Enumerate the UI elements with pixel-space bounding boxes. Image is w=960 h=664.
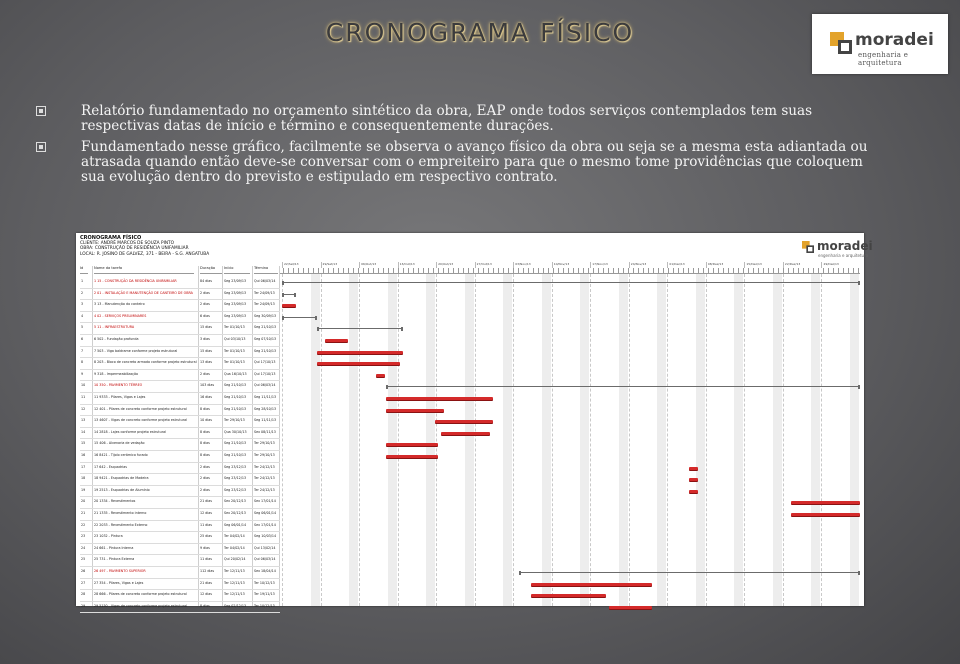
row-end: Ter 10/12/13 <box>254 580 275 585</box>
table-row-divider <box>80 531 280 532</box>
weekend-shade <box>388 274 397 606</box>
weekend-shade <box>580 274 589 606</box>
table-row-divider <box>80 485 280 486</box>
row-duration: 2 dias <box>200 290 210 295</box>
row-end: Seg 30/09/13 <box>254 313 277 318</box>
timescale-week: 17/Nov/13 <box>590 262 629 268</box>
gantt-header-location: LOCAL: R. JOSINO DE GALVEZ, 371 - BEIRA - S.G. ANGATUBA <box>80 251 210 257</box>
row-id: 13 <box>81 418 86 423</box>
row-end: Ter 10/12/13 <box>254 603 275 608</box>
gantt-logo-tagline: engenharia e arquitetura <box>818 253 869 258</box>
row-duration: 15 dias <box>200 325 212 330</box>
row-duration: 2 dias <box>200 302 210 307</box>
row-start: Seg 23/09/13 <box>224 313 247 318</box>
week-gridline <box>783 274 784 606</box>
row-start: Ter 04/02/14 <box>224 545 245 550</box>
row-start: Seg 21/10/13 <box>224 453 247 457</box>
gantt-header <box>80 236 209 257</box>
weekend-shade <box>426 274 435 606</box>
row-id: 22 <box>81 522 86 527</box>
table-row-divider <box>80 462 280 463</box>
task-bar[interactable] <box>386 455 438 458</box>
summary-bar[interactable] <box>317 328 404 329</box>
logo-name: moradei <box>855 30 934 50</box>
row-end: Seg 07/10/13 <box>254 337 277 341</box>
table-row-divider <box>80 322 280 323</box>
table-row-divider <box>80 508 280 509</box>
table-row-divider <box>80 578 280 579</box>
row-duration: 2 dias <box>200 487 210 492</box>
task-bar[interactable] <box>531 583 652 586</box>
row-task-name: 24 661 - Pintura Interna <box>94 545 134 550</box>
row-duration: 11 dias <box>200 557 212 562</box>
row-start: Seg 23/12/13 <box>224 476 247 481</box>
table-row-divider <box>80 415 280 416</box>
row-start: Ter 29/10/13 <box>224 418 245 423</box>
gantt-chart <box>76 233 873 608</box>
summary-bar[interactable] <box>282 294 296 295</box>
row-end: Qui 13/02/14 <box>254 545 276 550</box>
row-id: 23 <box>81 534 86 539</box>
col-head-name: Nome da tarefa <box>94 266 194 274</box>
timescale-week: 03/Nov/13 <box>513 262 552 268</box>
row-end: Sex 17/01/14 <box>254 499 276 504</box>
row-end: Seg 21/10/13 <box>254 348 277 353</box>
row-duration: 12 dias <box>200 592 212 597</box>
col-head-duration: Duração <box>200 266 222 274</box>
week-gridline <box>667 274 668 606</box>
timescale-week: 06/Out/13 <box>359 262 398 268</box>
row-start: Seg 21/10/13 <box>224 395 247 399</box>
row-id: 29 <box>81 603 86 608</box>
weekend-shade <box>542 274 551 606</box>
row-end: Qui 06/03/14 <box>254 279 276 283</box>
row-id: 15 <box>81 441 86 446</box>
bullet-item <box>36 140 886 185</box>
task-bar[interactable] <box>317 362 401 365</box>
row-end: Seg 10/03/14 <box>254 534 277 539</box>
week-gridline <box>513 274 514 606</box>
gantt-header-title: CRONOGRAMA FÍSICO <box>80 235 142 241</box>
timescale-week: 29/Dez/13 <box>821 262 860 268</box>
task-bar[interactable] <box>689 478 698 481</box>
week-gridline <box>821 274 822 606</box>
row-id: 12 <box>81 406 86 411</box>
table-row-divider <box>80 334 280 335</box>
week-gridline <box>744 274 745 606</box>
timescale-week: 22/Dez/13 <box>783 262 822 268</box>
weekend-shade <box>619 274 628 606</box>
row-task-name: 10 350 - PAVIMENTO TÉRREO <box>94 383 143 388</box>
gantt-header-work: OBRA: CONSTRUÇÃO DE RESIDÊNCIA UNIFAMILIAR <box>80 246 189 252</box>
row-id: 18 <box>81 476 86 481</box>
weekend-shade <box>773 274 782 606</box>
row-duration: 2 dias <box>200 464 210 469</box>
table-row-divider <box>80 311 280 312</box>
company-logo <box>812 14 948 74</box>
row-id: 2 <box>81 290 84 295</box>
row-task-name: 22 2033 - Revestimento Externo <box>94 522 148 527</box>
row-start: Qui 20/02/14 <box>224 557 246 562</box>
row-task-name: 19 2513 - Esquadrias de Alumínio <box>94 487 150 492</box>
row-id: 3 <box>81 302 84 307</box>
table-row-divider <box>80 392 280 393</box>
weekend-shade <box>349 274 358 606</box>
row-end: Ter 29/10/13 <box>254 441 275 446</box>
row-duration: 103 dias <box>200 383 215 388</box>
row-duration: 2 dias <box>200 371 210 376</box>
row-duration: 2 dias <box>200 476 210 481</box>
row-task-name: 11 9333 - Pilares, Vigas e Lajes <box>94 395 146 399</box>
row-end: Qui 06/03/14 <box>254 383 276 388</box>
row-id: 27 <box>81 580 86 585</box>
timescale-week: 08/Dez/13 <box>706 262 745 268</box>
row-start: Sex 20/12/13 <box>224 499 246 504</box>
row-duration: 15 dias <box>200 348 212 353</box>
row-duration: 8 dias <box>200 453 210 457</box>
col-head-id: Id <box>80 266 88 274</box>
row-task-name: 20 1334 - Revestimentos <box>94 499 136 504</box>
table-row-divider <box>80 496 280 497</box>
row-task-name: 21 1335 - Revestimento interno <box>94 511 147 515</box>
row-end: Seg 11/11/13 <box>254 418 277 423</box>
row-start: Qui 03/10/13 <box>224 337 246 341</box>
task-bar[interactable] <box>689 490 698 493</box>
week-gridline <box>359 274 360 606</box>
table-row-divider <box>80 357 280 358</box>
table-row-divider <box>80 404 280 405</box>
row-id: 26 <box>81 569 86 573</box>
row-end: Qui 17/10/13 <box>254 371 276 376</box>
bullet-list <box>36 104 886 191</box>
gantt-header-client: CLIENTE: ANDRÉ MARCOS DE SOUZA PINTO <box>80 241 175 247</box>
row-start: Ter 01/10/13 <box>224 348 245 353</box>
weekend-shade <box>657 274 666 606</box>
table-row-divider <box>80 589 280 590</box>
table-row-divider <box>80 612 280 613</box>
bullet-text: Relatório fundamentado no orçamento sintético da obra, EAP onde todos serviços contemplados tem suas respectivas datas de início e término e consequentemente durações. <box>81 103 813 134</box>
summary-bar[interactable] <box>519 572 860 573</box>
row-task-name: 5 11 - INFRAESTRUTURA <box>94 325 135 330</box>
table-row-divider <box>80 346 280 347</box>
row-start: Seg 23/12/13 <box>224 464 247 469</box>
row-end: Seg 21/10/13 <box>254 325 277 330</box>
row-duration: 21 dias <box>200 580 212 585</box>
row-start: Qua 30/10/13 <box>224 429 247 434</box>
row-duration: 21 dias <box>200 499 212 504</box>
row-task-name: 8 203 - Bloco de concreto armado conforme projeto estrutural <box>94 360 197 365</box>
row-id: 19 <box>81 487 86 492</box>
week-gridline <box>398 274 399 606</box>
row-task-name: 7 503 - Viga baldrame conforme projeto estrutural <box>94 348 178 353</box>
task-bar[interactable] <box>531 594 606 597</box>
row-duration: 84 dias <box>200 279 212 283</box>
table-row-divider <box>80 554 280 555</box>
table-row-divider <box>80 601 280 602</box>
row-duration: 6 dias <box>200 313 210 318</box>
table-row-divider <box>80 543 280 544</box>
row-id: 20 <box>81 499 86 504</box>
row-id: 7 <box>81 348 84 353</box>
row-end: Seg 28/10/13 <box>254 406 277 411</box>
row-task-name: 23 1032 - Pintura <box>94 534 123 539</box>
week-gridline <box>436 274 437 606</box>
row-end: Ter 24/09/13 <box>254 302 275 307</box>
weekend-shade <box>850 274 859 606</box>
row-end: Sex 18/04/14 <box>254 569 276 573</box>
timescale-week: 20/Out/13 <box>436 262 475 268</box>
row-task-name: 3 13 - Manutenção do canteiro <box>94 302 145 307</box>
row-end: Sex 08/11/13 <box>254 429 276 434</box>
bullet-text: Fundamentado nesse gráfico, facilmente se observa o avanço físico da obra ou seja se a mesma esta adiantada ou atrasada quando então deve-se conversar com o empreiteiro para que o mesmo tome providências que coloquem sua evolução dentro do previsto e estipulado em respectivo contrato. <box>81 139 868 185</box>
row-id: 24 <box>81 545 86 550</box>
row-start: Ter 01/10/13 <box>224 360 245 365</box>
summary-bar[interactable] <box>282 317 317 318</box>
table-row-divider <box>80 450 280 451</box>
row-end: Qui 17/10/13 <box>254 360 276 365</box>
row-end: Ter 24/09/13 <box>254 290 275 295</box>
row-start: Ter 12/11/13 <box>224 580 245 585</box>
row-duration: 3 dias <box>200 337 210 341</box>
task-bar[interactable] <box>689 467 698 470</box>
row-id: 25 <box>81 557 86 562</box>
row-duration: 16 dias <box>200 395 212 399</box>
row-end: Sex 17/01/14 <box>254 522 276 527</box>
moradei-logo-mark-icon <box>830 32 852 54</box>
week-gridline <box>552 274 553 606</box>
timescale-week: 10/Nov/13 <box>552 262 591 268</box>
row-duration: 8 dias <box>200 406 210 411</box>
week-gridline <box>590 274 591 606</box>
row-task-name: 6 502 - Fundação profunda <box>94 337 139 341</box>
row-task-name: 29 5150 - Vigas de concreto conforme projeto estrutural <box>94 603 188 608</box>
summary-bar[interactable] <box>386 386 860 387</box>
table-row-divider <box>80 299 280 300</box>
timescale-week: 15/Dez/13 <box>744 262 783 268</box>
bullet-square-icon <box>36 142 46 152</box>
row-task-name: 28 666 - Pilares de concreto conforme projeto estrutural <box>94 592 187 597</box>
timescale-week: 22/Set/13 <box>282 262 321 268</box>
task-bar[interactable] <box>317 351 404 354</box>
row-start: Seg 06/01/14 <box>224 522 247 527</box>
row-duration: 13 dias <box>200 360 212 365</box>
row-task-name: 14 2818 - Lajes conforme projeto estrutural <box>94 429 167 434</box>
row-task-name: 26 497 - PAVIMENTO SUPERIOR <box>94 569 146 573</box>
col-head-end: Término <box>254 266 278 274</box>
task-bar[interactable] <box>435 420 493 423</box>
row-start: Seg 23/09/13 <box>224 302 247 307</box>
row-duration: 11 dias <box>200 522 212 527</box>
table-row-divider <box>80 566 280 567</box>
row-id: 28 <box>81 592 86 597</box>
row-id: 4 <box>81 313 84 318</box>
slide-title: CRONOGRAMA FÍSICO <box>325 18 635 47</box>
row-task-name: 25 731 - Pintura Externa <box>94 557 135 562</box>
table-row-divider <box>80 380 280 381</box>
row-start: Ter 12/11/13 <box>224 569 245 573</box>
table-row-divider <box>80 520 280 521</box>
row-start: Seg 23/09/13 <box>224 290 247 295</box>
row-id: 16 <box>81 453 86 457</box>
row-task-name: 27 354 - Pilares, Vigas e Lajes <box>94 580 144 585</box>
row-end: Qui 06/03/14 <box>254 557 276 562</box>
task-bar[interactable] <box>386 397 493 400</box>
row-duration: 9 dias <box>200 545 210 550</box>
table-row-divider <box>80 438 280 439</box>
task-bar[interactable] <box>791 513 860 516</box>
weekend-shade <box>503 274 512 606</box>
row-start: Ter 12/11/13 <box>224 592 245 597</box>
timescale-week: 13/Out/13 <box>398 262 437 268</box>
week-gridline <box>706 274 707 606</box>
row-task-name: 4 02 - SERVIÇOS PRELIMINARES <box>94 313 147 318</box>
row-end: Seg 11/11/13 <box>254 395 277 399</box>
moradei-logo-mark-icon <box>802 241 814 253</box>
row-task-name: 13 4607 - Vigas de concreto conforme projeto estrutural <box>94 418 188 423</box>
row-end: Ter 24/12/13 <box>254 464 275 469</box>
row-id: 11 <box>81 395 86 399</box>
row-start: Seg 23/09/13 <box>224 279 247 283</box>
task-bar[interactable] <box>441 432 490 435</box>
row-start: Seg 23/12/13 <box>224 487 247 492</box>
row-end: Ter 24/12/13 <box>254 487 275 492</box>
row-duration: 8 dias <box>200 603 210 608</box>
row-task-name: 16 8421 - Tijolo cerâmico furado <box>94 453 148 457</box>
row-start: Sex 20/12/13 <box>224 511 246 515</box>
row-task-name: 18 9421 - Esquadrias de Madeira <box>94 476 149 481</box>
week-gridline <box>475 274 476 606</box>
weekend-shade <box>734 274 743 606</box>
row-end: Seg 06/01/14 <box>254 511 277 515</box>
row-end: Ter 24/12/13 <box>254 476 275 481</box>
row-duration: 8 dias <box>200 441 210 446</box>
weekend-shade <box>811 274 820 606</box>
row-start: Seg 21/10/13 <box>224 383 247 388</box>
bullet-square-icon <box>36 106 46 116</box>
row-start: Qua 16/10/13 <box>224 371 247 376</box>
task-bar[interactable] <box>609 606 652 609</box>
row-id: 21 <box>81 511 86 515</box>
task-bar[interactable] <box>282 304 296 307</box>
row-id: 1 <box>81 279 84 283</box>
row-id: 9 <box>81 371 84 376</box>
row-duration: 8 dias <box>200 429 210 434</box>
row-id: 8 <box>81 360 84 365</box>
row-id: 6 <box>81 337 84 341</box>
row-task-name: 12 401 - Pilares de concreto conforme projeto estrutural <box>94 406 187 411</box>
logo-tagline: engenharia e arquitetura <box>858 51 909 67</box>
row-id: 10 <box>81 383 86 388</box>
table-row-divider <box>80 427 280 428</box>
row-task-name: 2 01 - INSTALAÇÃO E MANUTENÇÃO DE CANTEIRO DE OBRA <box>94 290 193 295</box>
row-task-name: 9 318 - Impermeabilização <box>94 371 139 376</box>
week-gridline <box>629 274 630 606</box>
weekend-shade <box>465 274 474 606</box>
timescale-week: 24/Nov/13 <box>629 262 668 268</box>
summary-bar[interactable] <box>282 282 860 283</box>
row-duration: 10 dias <box>200 418 212 423</box>
task-bar[interactable] <box>376 374 385 377</box>
weekend-shade <box>311 274 320 606</box>
timescale-week: 27/Out/13 <box>475 262 514 268</box>
task-bar[interactable] <box>386 443 438 446</box>
gantt-logo-name: moradei <box>817 239 873 253</box>
row-end: Ter 29/10/13 <box>254 453 275 457</box>
row-id: 17 <box>81 464 86 469</box>
timescale-week: 29/Set/13 <box>321 262 360 268</box>
row-task-name: 1 15 - CONSTRUÇÃO DA RESIDÊNCIA UNIFAMILIAR <box>94 279 177 283</box>
table-row-divider <box>80 369 280 370</box>
row-start: Seg 02/12/13 <box>224 603 247 608</box>
timescale-week: 01/Dez/13 <box>667 262 706 268</box>
row-duration: 112 dias <box>200 569 215 573</box>
row-duration: 12 dias <box>200 511 212 515</box>
task-bar[interactable] <box>791 501 860 504</box>
bullet-item <box>36 104 886 134</box>
row-start: Seg 21/10/13 <box>224 441 247 446</box>
row-task-name: 17 642 - Esquadrias <box>94 464 127 469</box>
col-head-start: Início <box>224 266 250 274</box>
week-gridline <box>321 274 322 606</box>
week-gridline <box>282 274 283 606</box>
row-id: 14 <box>81 429 86 434</box>
table-row-divider <box>80 288 280 289</box>
row-start: Ter 01/10/13 <box>224 325 245 330</box>
table-row-divider <box>80 473 280 474</box>
task-bar[interactable] <box>325 339 348 342</box>
row-duration: 25 dias <box>200 534 212 539</box>
row-id: 5 <box>81 325 84 330</box>
row-end: Ter 19/11/13 <box>254 592 275 597</box>
row-task-name: 15 406 - Alvenaria de vedação <box>94 441 145 446</box>
task-bar[interactable] <box>386 409 444 412</box>
row-start: Ter 04/02/14 <box>224 534 245 539</box>
weekend-shade <box>696 274 705 606</box>
row-start: Seg 21/10/13 <box>224 406 247 411</box>
